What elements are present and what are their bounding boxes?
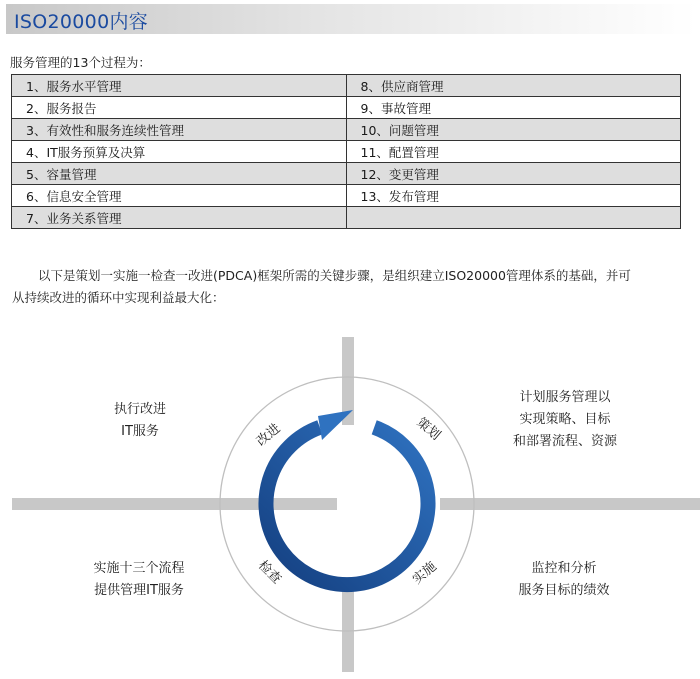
table-cell: 7、业务关系管理 <box>12 207 347 229</box>
table-cell: 1、服务水平管理 <box>12 75 347 97</box>
quadrant-check-text <box>80 558 198 602</box>
quadrant-line: 实施十三个流程 <box>93 561 185 576</box>
table-cell: 5、容量管理 <box>12 163 347 185</box>
section-header <box>6 4 696 34</box>
table-row <box>12 185 681 207</box>
quadrant-line: 执行改进 <box>113 402 166 417</box>
quadrant-line: 实现策略、目标 <box>519 412 611 427</box>
label-plan: 策划 <box>413 415 444 444</box>
table-row <box>12 207 681 229</box>
table-cell: 10、问题管理 <box>346 119 681 141</box>
table-cell: 11、配置管理 <box>346 141 681 163</box>
paragraph-line: 从持续改进的循环中实现利益最大化： <box>12 290 225 305</box>
table-row <box>12 97 681 119</box>
label-check: 检查 <box>254 558 284 588</box>
table-cell: 6、信息安全管理 <box>12 185 347 207</box>
table-row <box>12 119 681 141</box>
table-cell <box>346 207 681 229</box>
quadrant-do-text <box>505 558 623 602</box>
quadrant-improve-text <box>100 399 180 443</box>
quadrant-line: 监控和分析 <box>531 561 597 576</box>
process-table <box>11 74 681 229</box>
table-cell: 9、事故管理 <box>346 97 681 119</box>
table-row <box>12 141 681 163</box>
page-title: ISO20000内容 <box>14 11 149 33</box>
quadrant-line: 服务目标的绩效 <box>518 583 610 598</box>
quadrant-line: 计划服务管理以 <box>519 390 611 405</box>
pdca-diagram <box>0 330 700 679</box>
label-improve: 改进 <box>253 421 284 450</box>
cross-bar-right <box>440 498 700 510</box>
quadrant-line: 提供管理IT服务 <box>94 583 184 598</box>
table-cell: 4、IT服务预算及决算 <box>12 141 347 163</box>
table-cell: 8、供应商管理 <box>346 75 681 97</box>
pdca-description <box>12 265 690 309</box>
quadrant-line: 和部署流程、资源 <box>512 434 617 449</box>
table-row <box>12 163 681 185</box>
quadrant-line: IT服务 <box>121 424 159 439</box>
table-row <box>12 75 681 97</box>
paragraph-line: 以下是策划一实施一检查一改进(PDCA)框架所需的关键步骤，是组织建立ISO20000管理体系的基础，并可 <box>38 268 631 283</box>
table-cell: 13、发布管理 <box>346 185 681 207</box>
table-cell: 3、有效性和服务连续性管理 <box>12 119 347 141</box>
table-cell: 2、服务报告 <box>12 97 347 119</box>
cross-bar-left <box>12 498 337 510</box>
table-cell: 12、变更管理 <box>346 163 681 185</box>
process-intro: 服务管理的13个过程为： <box>10 55 151 70</box>
label-do: 实施 <box>409 559 440 588</box>
quadrant-plan-text <box>500 387 630 453</box>
